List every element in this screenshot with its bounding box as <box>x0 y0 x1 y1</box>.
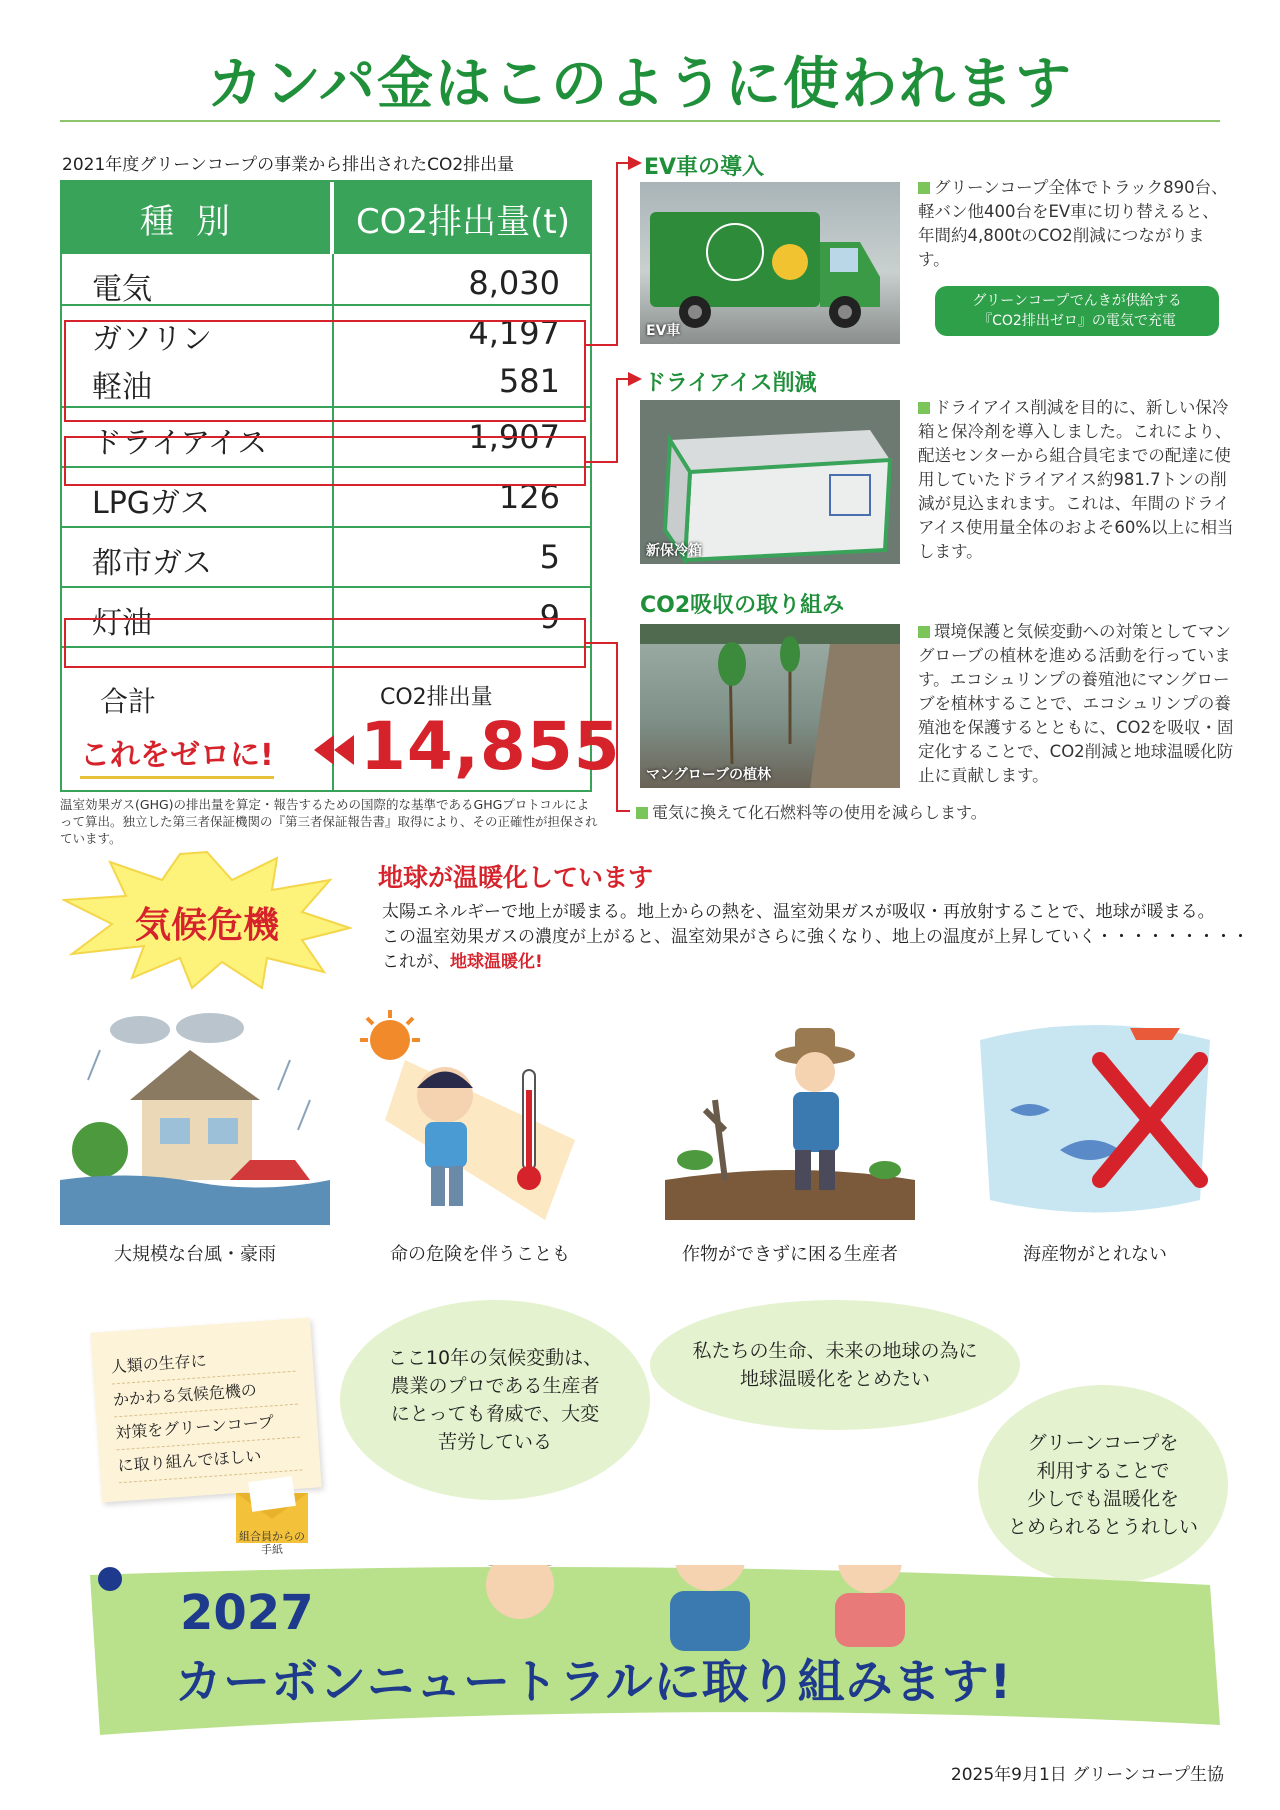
heatstroke-icon <box>345 1010 615 1230</box>
banner-slogan: カーボンニュートラルに取り組みます! <box>175 1655 1013 1710</box>
row-name: ドライアイス <box>92 426 268 461</box>
illus-caption: 命の危険を伴うことも <box>390 1244 570 1265</box>
row-value: 581 <box>498 362 560 400</box>
highlight-dryice-row <box>64 436 586 486</box>
table-footnote: 温室効果ガス(GHG)の排出量を算定・報告するための国際的な基準であるGHGプロトコルによって算出。独立した第三者保証機関の『第三者保証報告書』取得により、その正確性が担保されています。 <box>60 797 598 846</box>
banner-year: 2027 <box>180 1585 314 1641</box>
speech-bubble-member: 私たちの生命、未来の地球の為に 地球温暖化をとめたい <box>650 1300 1020 1430</box>
row-value: 1,907 <box>468 418 560 456</box>
zero-goal-text: これをゼロに! <box>80 730 274 779</box>
total-sublabel: CO2排出量 <box>380 685 493 710</box>
dryice-photo-label: 新保冷箱 <box>646 543 702 559</box>
arrow-right-icon <box>628 372 642 386</box>
row-name: 軽油 <box>92 370 152 405</box>
ev-section-title: EV車の導入 <box>644 155 765 180</box>
co2-section-title: CO2吸収の取り組み <box>640 593 845 618</box>
row-value: 126 <box>498 478 560 516</box>
total-label: 合計 <box>100 685 157 718</box>
illus-caption: 海産物がとれない <box>1023 1244 1167 1265</box>
row-name: 灯油 <box>92 606 152 641</box>
row-name: 電気 <box>92 272 152 307</box>
double-arrow-icon <box>314 735 354 765</box>
ev-photo-label: EV車 <box>646 323 681 339</box>
warming-title: 地球が温暖化しています <box>378 863 654 892</box>
dryice-box-photo <box>640 400 900 564</box>
highlight-kerosene-row <box>64 618 586 668</box>
row-value: 9 <box>539 598 560 636</box>
bullet-square-icon <box>918 402 930 414</box>
row-value: 4,197 <box>468 314 560 352</box>
dryice-section-title: ドライアイス削減 <box>644 371 817 396</box>
climate-crisis-badge: 気候危機 <box>134 905 279 946</box>
illus-caption: 作物ができずに困る生産者 <box>682 1244 898 1265</box>
bullet-square-icon <box>636 807 648 819</box>
member-letter-note: 人類の生存に かかわる気候危機の 対策をグリーンコープ に取り組んでほしい <box>90 1318 321 1503</box>
row-value: 8,030 <box>468 264 560 302</box>
dryice-description: ドライアイス削減を目的に、新しい保冷箱と保冷剤を導入しました。これにより、配送センターから組合員宅までの配達に使用していたドライアイス約981.7トンの削減が見込まれます。これは、年間のドライアイス使用量全体のおよそ60%以上に相当します。 <box>918 398 1234 561</box>
farmer-icon <box>655 1010 925 1230</box>
row-name: 都市ガス <box>92 546 212 581</box>
ev-truck-photo <box>640 182 900 344</box>
illus-caption: 大規模な台風・豪雨 <box>114 1244 276 1265</box>
bullet-square-icon <box>918 182 930 194</box>
row-name: LPGガス <box>92 486 211 521</box>
footer-date-org: 2025年9月1日 グリーンコープ生協 <box>950 1765 1224 1785</box>
electricity-note: 電気に換えて化石燃料等の使用を減らします。 <box>636 800 987 823</box>
mangrove-photo-label: マングローブの植林 <box>646 767 772 783</box>
row-value: 5 <box>539 538 560 576</box>
warming-explanation: 太陽エネルギーで地上が暖まる。地上からの熱を、温室効果ガスが吸収・再放射することで、地球が暖まる。 この温室効果ガスの濃度が上がると、温室効果がさらに強くなり、地上の温度が上昇していく・・・・・・・・・ これが、地球温暖化! <box>382 902 1249 972</box>
header-type: 種別 <box>62 182 332 254</box>
page-title: カンパ金はこのように使われます <box>206 52 1074 117</box>
title-divider <box>60 120 1220 122</box>
co2-description: 環境保護と気候変動への対策としてマングローブの植林を進める活動を行っています。エコシュリンプの養殖池にマングローブを植林することで、エコシュリンプの養殖池を保護するとともに、CO2を吸収・固定化することで、CO2削減と地球温暖化防止に貢献します。 <box>918 622 1234 785</box>
speech-bubble-producer: ここ10年の気候変動は、 農業のプロである生産者 にとっても脅威で、大変 苦労している <box>340 1300 650 1500</box>
table-caption: 2021年度グリーンコープの事業から排出されたCO2排出量 <box>62 155 515 175</box>
arrow-right-icon <box>628 156 642 170</box>
total-value: 14,855 <box>360 708 621 785</box>
speech-bubble-member2: グリーンコープを 利用することで 少しでも温暖化を とめられるとうれしい <box>978 1385 1228 1585</box>
highlight-ev-rows <box>64 320 586 422</box>
mangrove-photo <box>640 624 900 788</box>
flood-house-icon <box>60 1010 330 1230</box>
header-amount: CO2排出量(t) <box>334 182 592 254</box>
envelope-label: 組合員からの手紙 <box>239 1530 305 1556</box>
row-name: ガソリン <box>92 322 212 357</box>
bullet-square-icon <box>918 626 930 638</box>
sea-cross-icon <box>960 1010 1230 1230</box>
ev-charge-badge: グリーンコープでんきが供給する 『CO2排出ゼロ』の電気で充電 <box>935 286 1219 336</box>
ev-description: グリーンコープ全体でトラック890台、軽バン他400台をEV車に切り替えると、年間約4,800tのCO2削減につながります。 <box>918 178 1228 269</box>
